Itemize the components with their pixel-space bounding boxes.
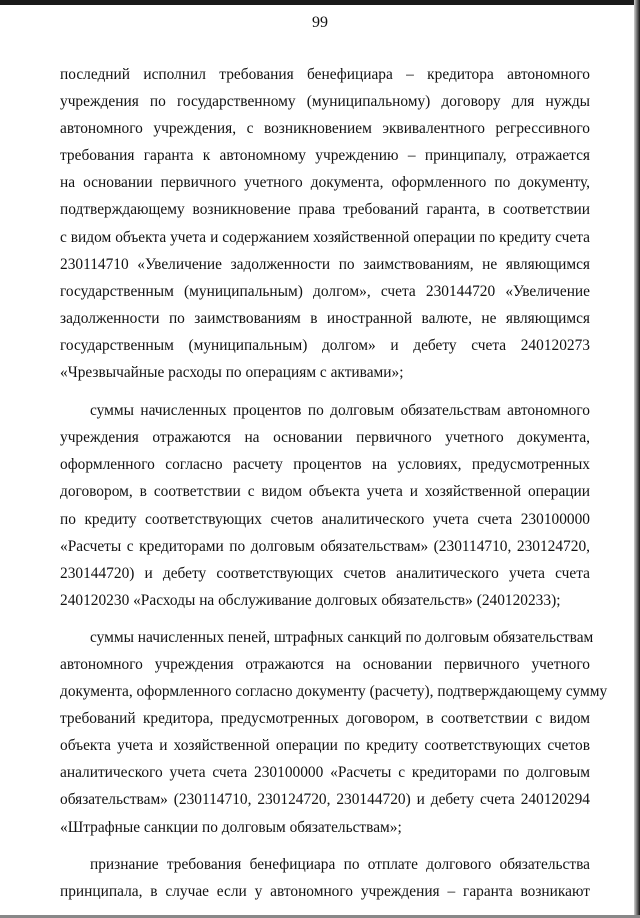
text-line: «Чрезвычайные расходы по операциям с активами»; — [60, 364, 404, 382]
text-line: на основании первичного учетного документа, оформленного по документу, — [60, 174, 590, 192]
text-line: суммы начисленных пеней, штрафных санкций по долговым обязательствам — [90, 628, 594, 646]
text-line: документа, оформленного согласно документу (расчету), подтверждающему сумму — [60, 683, 608, 701]
text-line: учреждения по государственному (муниципальному) договору для нужды — [60, 93, 590, 111]
text-line: автономного учреждения, с возникновением эквивалентного регрессивного — [60, 120, 590, 138]
text-line: 230144720) и дебету соответствующих счетов аналитического учета счета — [60, 564, 590, 582]
text-line: признание требования бенефициара по отплате долгового обязательства — [90, 855, 590, 873]
text-line: договором, в соответствии с видом объекта учета и хозяйственной операции — [60, 483, 590, 501]
scan-top-edge — [0, 0, 640, 5]
scan-right-edge — [634, 0, 640, 918]
text-line: объекта учета и хозяйственной операции по кредиту соответствующих счетов — [60, 737, 590, 755]
text-line: оформленного согласно расчету процентов на условиях, предусмотренных — [60, 456, 590, 474]
paragraph — [60, 61, 590, 386]
document-body — [60, 61, 608, 905]
text-line: задолженности по заимствованиям в иностранной валюте, не являющимся — [60, 309, 590, 327]
paragraph — [60, 397, 590, 614]
text-line: суммы начисленных процентов по долговым обязательствам автономного — [90, 402, 590, 420]
page-number: 99 — [312, 14, 328, 31]
text-line: требований кредитора, предусмотренных договором, в соответствии с видом — [60, 710, 590, 728]
text-line: 230114710 «Увеличение задолженности по заимствованиям, не являющимся — [60, 255, 590, 273]
text-line: обязательствам» (230114710, 230124720, 230144720) и дебету счета 240120294 — [60, 791, 590, 809]
text-line: требования гаранта к автономному учреждению – принципалу, отражается — [60, 147, 590, 165]
text-line: последний исполнил требования бенефициара – кредитора автономного — [60, 66, 590, 83]
text-line: государственным (муниципальным) долгом» и дебету счета 240120273 — [60, 336, 590, 354]
paragraph — [60, 624, 608, 841]
text-line: «Расчеты с кредиторами по долговым обязательствам» (230114710, 230124720, — [60, 537, 590, 555]
text-line: «Штрафные санкции по долговым обязательствам»; — [60, 818, 402, 836]
text-line: принципала, в случае если у автономного учреждения – гаранта возникают — [60, 882, 590, 900]
text-line: по кредиту соответствующих счетов аналитического учета счета 230100000 — [60, 510, 590, 528]
text-line: с видом объекта учета и содержанием хозяйственной операции по кредиту счета — [60, 228, 590, 246]
text-line: 240120230 «Расходы на обслуживание долговых обязательств» (240120233); — [60, 591, 561, 609]
text-line: учреждения отражаются на основании первичного учетного документа, — [60, 429, 590, 447]
text-line: государственным (муниципальным) долгом», счета 230144720 «Увеличение — [60, 282, 590, 300]
text-line: подтверждающему возникновение права требований гаранта, в соответствии — [60, 201, 590, 219]
text-line: автономного учреждения отражаются на основании первичного учетного — [60, 655, 590, 673]
paragraph — [60, 851, 590, 905]
text-line: аналитического учета счета 230100000 «Расчеты с кредиторами по долговым — [60, 764, 590, 782]
